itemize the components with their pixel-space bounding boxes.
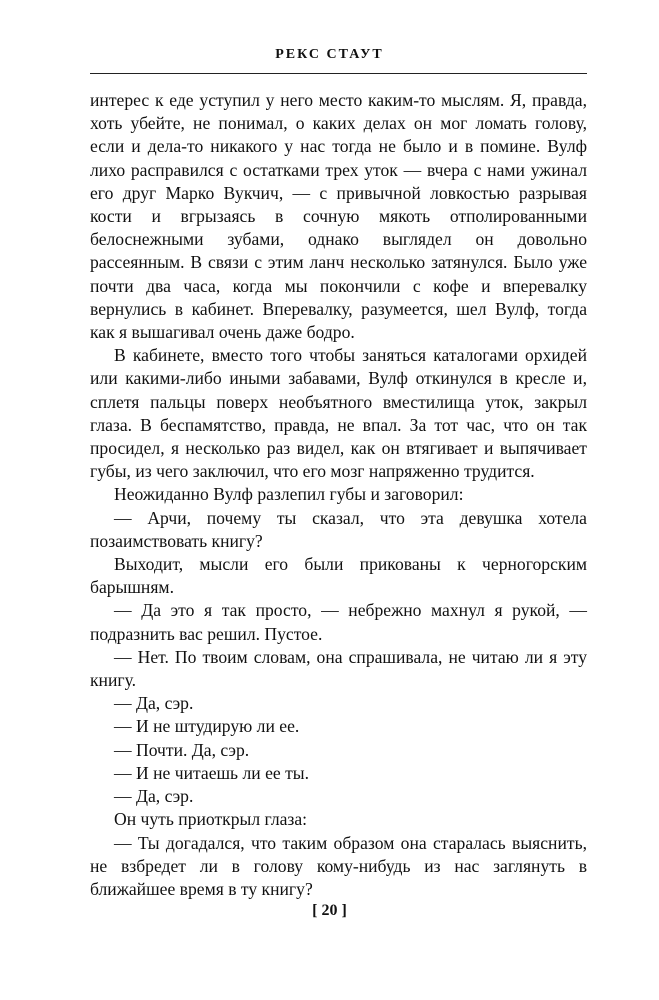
dialogue-line: — И не штудирую ли ее. [114,716,300,737]
dialogue-line: — Да это я так просто, — небрежно махнул я рукой, — подразнить вас решил. Пустое. [90,600,587,644]
running-head-author: РЕКС СТАУТ [275,47,384,62]
body-text [90,89,587,901]
paragraph: В кабинете, вместо того чтобы заняться каталогами орхидей или какими-либо иными забавами, Вулф откинулся в кресле и, сплетя пальцы поверх необъятного вместилища уток, закрыл глаза. В беспамятство, правда, не впал. За тот час, что он так просидел, я несколько раз видел, как он втягивает и выпячивает губы, из чего заключил, что его мозг напряженно трудится. [90,345,587,482]
page-number: [ 20 ] [312,902,347,919]
dialogue-line: — Да, сэр. [114,786,194,807]
paragraph: Выходит, мысли его были прикованы к черногорским барышням. [90,554,587,598]
paragraph: Он чуть приоткрыл глаза: [114,809,308,830]
paragraph: Неожиданно Вулф разлепил губы и заговорил: [114,484,464,505]
dialogue-line: — Арчи, почему ты сказал, что эта девушка хотела позаимствовать книгу? [90,507,587,551]
dialogue-line: — Нет. По твоим словам, она спрашивала, не читаю ли я эту книгу. [90,646,587,691]
paragraph: интерес к еде уступил у него место каким-то мыслям. Я, правда, хоть убейте, не понимал, о каких делах он мог ломать голову, если и дела-то никакого у нас тогда не было и в помине. Вулф лихо расправился с остатками трех уток — вчера с нами ужинал его друг Марко Вукчич, — с привычной ловкостью разрывая кости и вгрызаясь в сочную мякоть отполированными белоснежными зубами, однако выглядел он довольно рассеянным. В связи с этим ланч несколько затянулся. Было уже почти два часа, когда мы покончили с кофе и вперевалку вернулись в кабинет. Вперевалку, разумеется, шел Вулф, тогда как я вышагивал очень даже бодро. [90,90,587,343]
dialogue-line: — И не читаешь ли ее ты. [114,762,309,783]
dialogue-line: — Почти. Да, сэр. [114,739,250,760]
dialogue-line: — Ты догадался, что таким образом она старалась выяснить, не взбредет ли в голову кому-нибудь из нас заглянуть в ближайшее время в ту книгу? [90,832,587,899]
dialogue-line: — Да, сэр. [114,693,194,714]
header-rule [90,73,587,74]
